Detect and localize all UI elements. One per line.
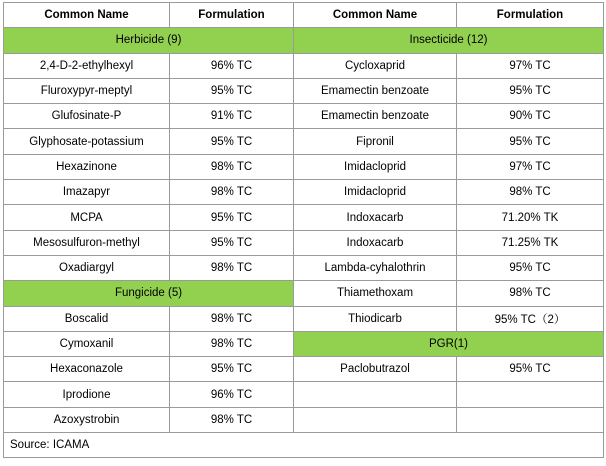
herbicide-formulation: 98% TC — [170, 154, 294, 179]
herbicide-formulation: 95% TC — [170, 205, 294, 230]
registration-table — [3, 2, 604, 458]
category-row — [4, 28, 604, 53]
empty-cell — [294, 407, 457, 432]
insecticide-name: Thiamethoxam — [294, 281, 457, 306]
herbicide-formulation: 98% TC — [170, 255, 294, 280]
herbicide-formulation: 91% TC — [170, 104, 294, 129]
fungicide-name: Iprodione — [4, 382, 170, 407]
table-row — [4, 255, 604, 280]
table-row — [4, 205, 604, 230]
fungicide-name: Hexaconazole — [4, 357, 170, 382]
fungicide-name: Boscalid — [4, 306, 170, 331]
fungicide-formulation: 98% TC — [170, 331, 294, 356]
insecticide-name: Indoxacarb — [294, 230, 457, 255]
table-row — [4, 180, 604, 205]
insecticide-name: Indoxacarb — [294, 205, 457, 230]
herbicide-name: Imazapyr — [4, 180, 170, 205]
fungicide-formulation: 95% TC — [170, 357, 294, 382]
table-row — [4, 306, 604, 331]
insecticide-formulation: 95% TC — [457, 78, 604, 103]
table-row — [4, 407, 604, 432]
table-row — [4, 230, 604, 255]
insecticide-name: Lambda-cyhalothrin — [294, 255, 457, 280]
category-herbicide: Herbicide (9) — [4, 28, 294, 53]
herbicide-formulation: 95% TC — [170, 129, 294, 154]
insecticide-formulation: 97% TC — [457, 154, 604, 179]
header-formulation-left: Formulation — [170, 3, 294, 28]
herbicide-name: Mesosulfuron-methyl — [4, 230, 170, 255]
insecticide-name: Imidacloprid — [294, 180, 457, 205]
herbicide-formulation: 95% TC — [170, 230, 294, 255]
category-insecticide: Insecticide (12) — [294, 28, 604, 53]
fungicide-formulation: 96% TC — [170, 382, 294, 407]
insecticide-name: Fipronil — [294, 129, 457, 154]
category-pgr: PGR(1) — [294, 331, 604, 356]
table-row — [4, 53, 604, 78]
insecticide-formulation: 97% TC — [457, 53, 604, 78]
source-note: Source: ICAMA — [4, 433, 604, 458]
header-common-name-right: Common Name — [294, 3, 457, 28]
pgr-formulation: 95% TC — [457, 357, 604, 382]
table-row — [4, 78, 604, 103]
table-row — [4, 129, 604, 154]
header-formulation-right: Formulation — [457, 3, 604, 28]
source-row — [4, 433, 604, 458]
herbicide-formulation: 95% TC — [170, 78, 294, 103]
fungicide-name: Azoxystrobin — [4, 407, 170, 432]
insecticide-formulation: 95% TC（2） — [457, 306, 604, 331]
fungicide-name: Cymoxanil — [4, 331, 170, 356]
herbicide-name: Glyphosate-potassium — [4, 129, 170, 154]
herbicide-name: Glufosinate-P — [4, 104, 170, 129]
insecticide-formulation: 95% TC — [457, 255, 604, 280]
insecticide-formulation: 90% TC — [457, 104, 604, 129]
category-fungicide: Fungicide (5) — [4, 281, 294, 306]
fungicide-formulation: 98% TC — [170, 306, 294, 331]
insecticide-formulation: 71.25% TK — [457, 230, 604, 255]
herbicide-formulation: 98% TC — [170, 180, 294, 205]
herbicide-name: 2,4-D-2-ethylhexyl — [4, 53, 170, 78]
fungicide-formulation: 98% TC — [170, 407, 294, 432]
insecticide-name: Thiodicarb — [294, 306, 457, 331]
insecticide-name: Cycloxaprid — [294, 53, 457, 78]
table-row — [4, 104, 604, 129]
insecticide-formulation: 98% TC — [457, 180, 604, 205]
table-row — [4, 357, 604, 382]
table-row — [4, 331, 604, 356]
header-row — [4, 3, 604, 28]
insecticide-name: Emamectin benzoate — [294, 78, 457, 103]
empty-cell — [294, 382, 457, 407]
insecticide-name: Emamectin benzoate — [294, 104, 457, 129]
insecticide-formulation: 71.20% TK — [457, 205, 604, 230]
empty-cell — [457, 407, 604, 432]
table-row — [4, 382, 604, 407]
empty-cell — [457, 382, 604, 407]
insecticide-formulation: 95% TC — [457, 129, 604, 154]
pgr-name: Paclobutrazol — [294, 357, 457, 382]
table-row — [4, 281, 604, 306]
table-row — [4, 154, 604, 179]
header-common-name-left: Common Name — [4, 3, 170, 28]
herbicide-name: Oxadiargyl — [4, 255, 170, 280]
herbicide-formulation: 96% TC — [170, 53, 294, 78]
herbicide-name: Hexazinone — [4, 154, 170, 179]
insecticide-name: Imidacloprid — [294, 154, 457, 179]
herbicide-name: Fluroxypyr-meptyl — [4, 78, 170, 103]
herbicide-name: MCPA — [4, 205, 170, 230]
insecticide-formulation: 98% TC — [457, 281, 604, 306]
